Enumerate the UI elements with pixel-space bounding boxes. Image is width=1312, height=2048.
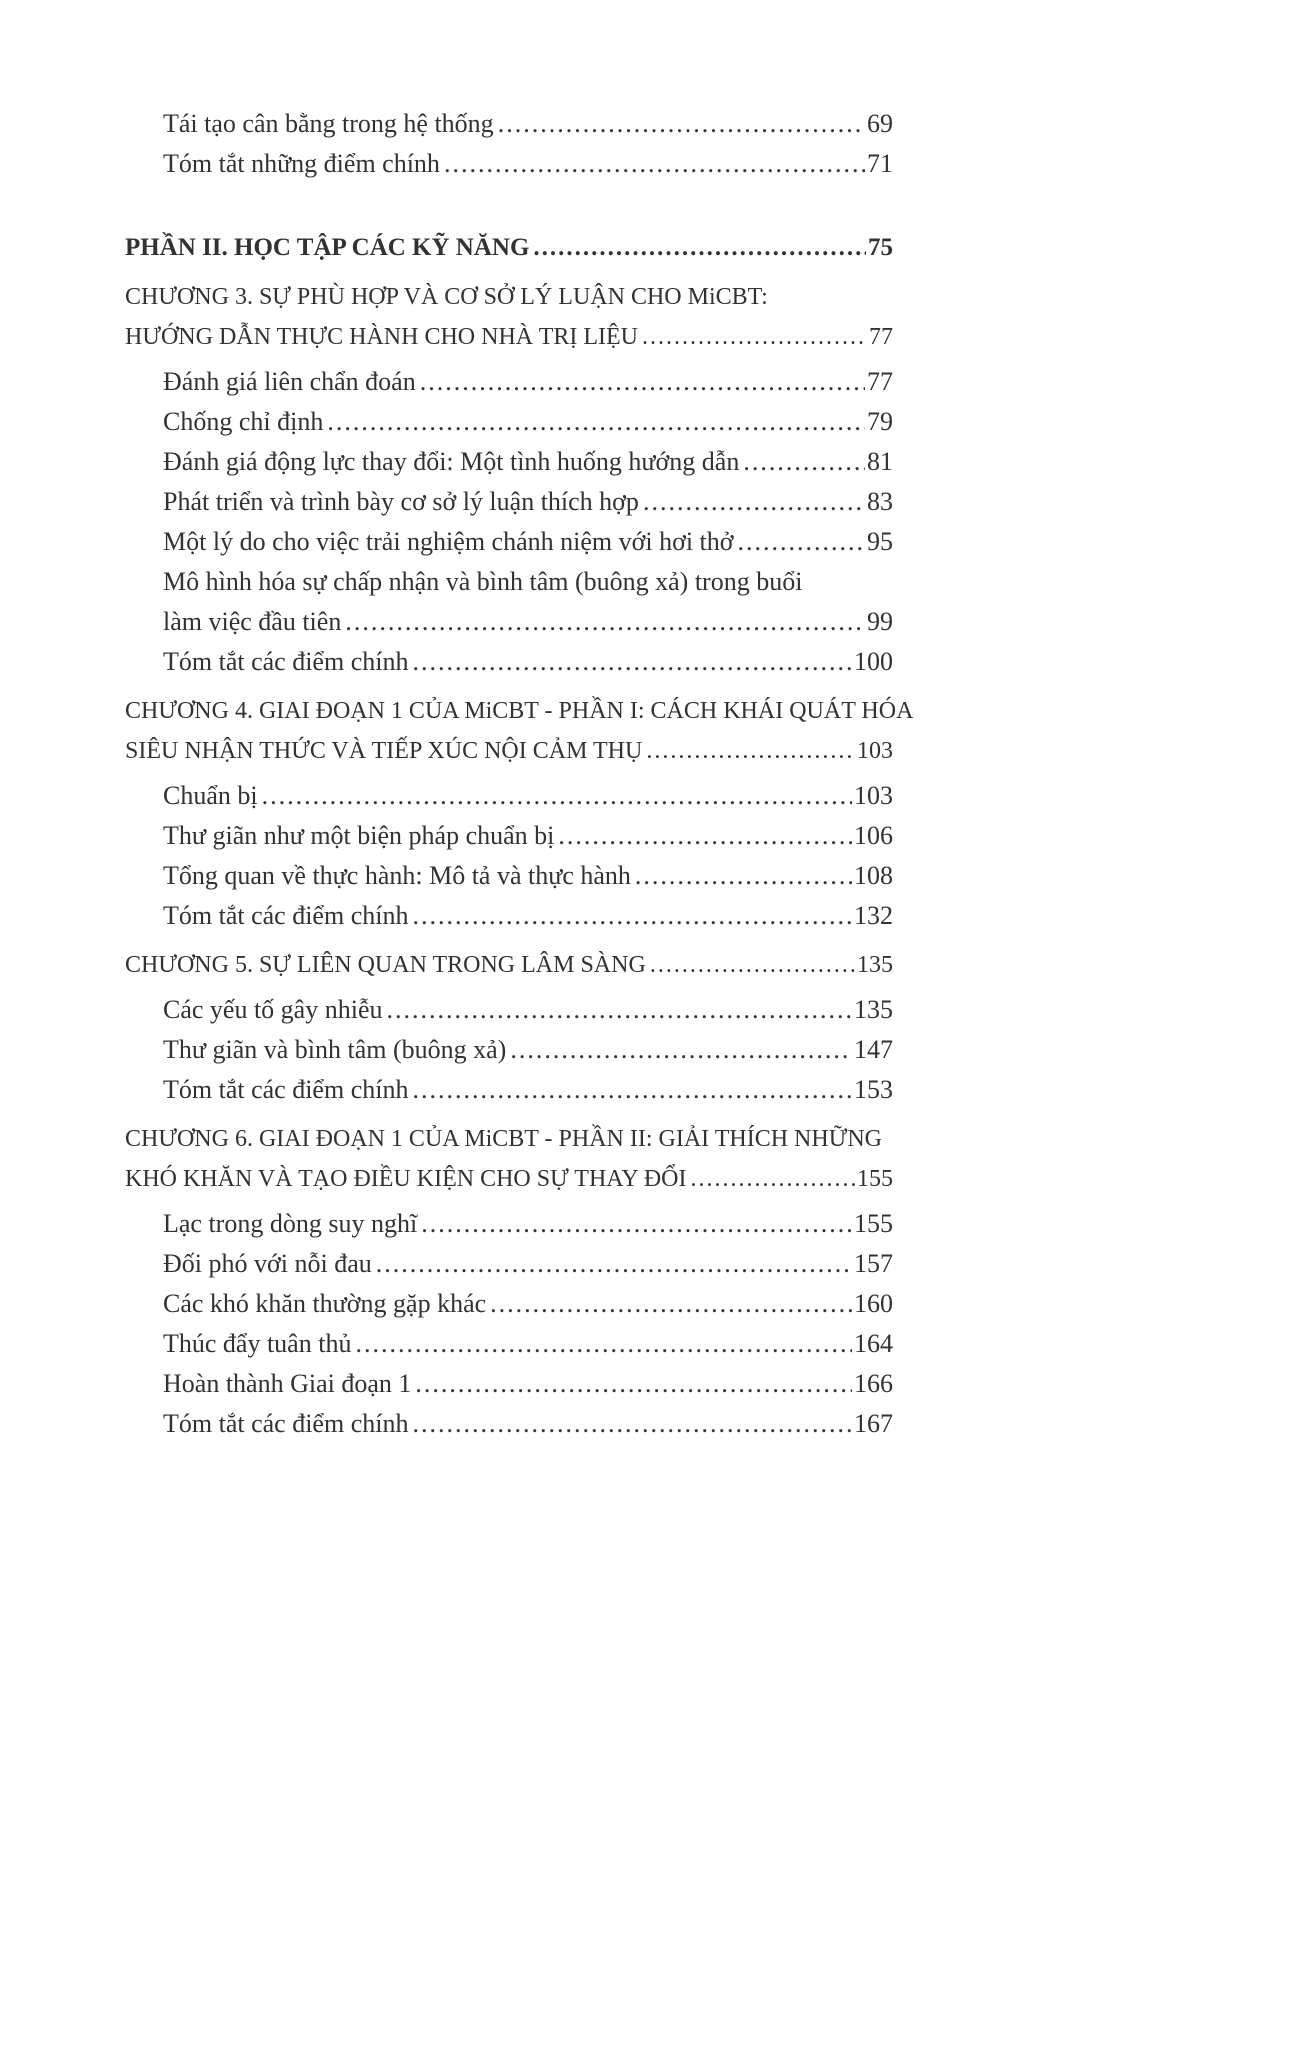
toc-entry-sub: [163, 1404, 893, 1444]
toc-entry-text: Chuẩn bị: [163, 781, 258, 810]
toc-entry-sub: [163, 1244, 893, 1284]
toc-entry-sub: [163, 1364, 893, 1404]
toc-page-number: 164: [854, 1329, 893, 1358]
toc-page-number: 167: [854, 1409, 893, 1438]
toc-page-number: 77: [867, 367, 893, 396]
toc-entry-row: [163, 1284, 893, 1324]
toc-entry-row: [163, 856, 893, 896]
dot-leader: [444, 144, 865, 184]
toc-page-number: 132: [854, 901, 893, 930]
dot-leader: [376, 1244, 852, 1284]
toc-entry-sub: [163, 856, 893, 896]
toc-entry-sub: [163, 522, 893, 562]
toc-page-number: 99: [867, 607, 893, 636]
toc-entry-text: Phát triển và trình bày cơ sở lý luận thích hợp: [163, 487, 639, 516]
toc-page-number: 75: [868, 234, 893, 261]
dot-leader: [345, 602, 865, 642]
toc-entry-sub: [163, 990, 893, 1030]
toc-entry-row: [163, 776, 893, 816]
toc-entry-text: CHƯƠNG 4. GIAI ĐOẠN 1 CỦA MiCBT - PHẦN I: CÁCH KHÁI QUÁT HÓA: [125, 698, 914, 724]
toc-entry-sub: [163, 144, 893, 184]
toc-page-number: 103: [854, 781, 893, 810]
dot-leader: [412, 1070, 852, 1110]
toc-entry-row: [125, 945, 893, 985]
toc-entry-row: [163, 816, 893, 856]
toc-page-number: 103: [857, 738, 893, 764]
toc-entry-row: [163, 362, 893, 402]
toc-entry-row: [163, 1364, 893, 1404]
toc-page-number: 135: [854, 995, 893, 1024]
toc-entry-chapter: [125, 945, 893, 985]
toc-page-number: 108: [854, 861, 893, 890]
toc-entry-row: [163, 990, 893, 1030]
dot-leader: [412, 1404, 852, 1444]
toc-entry-text: PHẦN II. HỌC TẬP CÁC KỸ NĂNG: [125, 234, 530, 261]
toc-entry-sub: [163, 562, 893, 642]
toc-entry-text: Hoàn thành Giai đoạn 1: [163, 1369, 412, 1398]
toc-entry-text: Tái tạo cân bằng trong hệ thống: [163, 109, 494, 138]
dot-leader: [650, 945, 855, 985]
toc-entry-text: Tóm tắt những điểm chính: [163, 149, 440, 178]
toc-entry-sub: [163, 1030, 893, 1070]
toc-entry-text: Mô hình hóa sự chấp nhận và bình tâm (buông xả) trong buổi: [163, 567, 803, 596]
toc-entry-row: [163, 402, 893, 442]
toc-entry-text: Tóm tắt các điểm chính: [163, 1409, 409, 1438]
dot-leader: [387, 990, 853, 1030]
toc-page-number: 69: [867, 109, 893, 138]
toc-entry-text: Tổng quan về thực hành: Mô tả và thực hành: [163, 861, 631, 890]
toc-entry-row: [125, 731, 893, 771]
toc-page-number: 81: [867, 447, 893, 476]
toc-entry-sub: [163, 362, 893, 402]
dot-leader: [738, 522, 865, 562]
dot-leader: [646, 731, 855, 771]
dot-leader: [635, 856, 852, 896]
toc-page-number: 79: [867, 407, 893, 436]
toc-page-number: 147: [854, 1035, 893, 1064]
toc-entry-text: Lạc trong dòng suy nghĩ: [163, 1209, 418, 1238]
toc-page-number: 135: [857, 952, 893, 978]
toc-entry-sub: [163, 482, 893, 522]
toc-entry-text: Đánh giá liên chẩn đoán: [163, 367, 416, 396]
dot-leader: [642, 317, 867, 357]
toc-entry-sub: [163, 442, 893, 482]
toc-entry-text: CHƯƠNG 6. GIAI ĐOẠN 1 CỦA MiCBT - PHẦN II: GIẢI THÍCH NHỮNG: [125, 1126, 883, 1152]
toc-entry-part: [125, 228, 893, 268]
toc-entry-row: [163, 1070, 893, 1110]
toc-page-number: 95: [867, 527, 893, 556]
dot-leader: [691, 1159, 855, 1199]
toc-entry-row: [163, 144, 893, 184]
toc-entry-text: KHÓ KHĂN VÀ TẠO ĐIỀU KIỆN CHO SỰ THAY ĐỔI: [125, 1166, 687, 1192]
toc-entry-text: Tóm tắt các điểm chính: [163, 647, 409, 676]
toc-entry-text: Tóm tắt các điểm chính: [163, 1075, 409, 1104]
toc-entry-row: [163, 1404, 893, 1444]
toc-entry-chapter: [125, 277, 893, 357]
dot-leader: [262, 776, 852, 816]
toc-entry-text: Các yếu tố gây nhiễu: [163, 995, 383, 1024]
toc-entry-text: Thư giãn và bình tâm (buông xả): [163, 1035, 507, 1064]
toc-entry-text: Thư giãn như một biện pháp chuẩn bị: [163, 821, 555, 850]
toc-page-number: 106: [854, 821, 893, 850]
toc-entry-sub: [163, 1324, 893, 1364]
toc-list: [125, 0, 914, 1444]
toc-entry-sub: [163, 402, 893, 442]
toc-page-number: 157: [854, 1249, 893, 1278]
toc-entry-sub: [163, 642, 893, 682]
toc-page-number: 71: [867, 149, 893, 178]
dot-leader: [415, 1364, 852, 1404]
dot-leader: [421, 1204, 852, 1244]
dot-leader: [412, 896, 852, 936]
toc-entry-chapter: [125, 1119, 893, 1199]
toc-page-number: 166: [854, 1369, 893, 1398]
toc-entry-text: SIÊU NHẬN THỨC VÀ TIẾP XÚC NỘI CẢM THỤ: [125, 738, 643, 764]
dot-leader: [643, 482, 865, 522]
toc-page-number: 153: [854, 1075, 893, 1104]
toc-entry-row: [163, 642, 893, 682]
toc-page-number: 155: [854, 1209, 893, 1238]
toc-entry-sub: [163, 896, 893, 936]
dot-leader: [412, 642, 852, 682]
toc-entry-text: Thúc đẩy tuân thủ: [163, 1329, 352, 1358]
toc-page-number: 160: [854, 1289, 893, 1318]
toc-entry-row: [163, 896, 893, 936]
toc-page-number: 77: [869, 324, 893, 350]
dot-leader: [355, 1324, 852, 1364]
toc-entry-row: [125, 317, 893, 357]
toc-page-number: 100: [854, 647, 893, 676]
toc-entry-row: [163, 522, 893, 562]
dot-leader: [533, 228, 866, 268]
toc-entry-row: [163, 1324, 893, 1364]
toc-entry-row: [163, 104, 893, 144]
toc-entry-sub: [163, 776, 893, 816]
toc-page-number: 155: [857, 1166, 893, 1192]
toc-entry-sub: [163, 1284, 893, 1324]
toc-entry-text: Một lý do cho việc trải nghiệm chánh niệm với hơi thở: [163, 527, 734, 556]
dot-leader: [498, 104, 865, 144]
toc-entry-sub: [163, 816, 893, 856]
toc-entry-row: [163, 602, 893, 642]
dot-leader: [327, 402, 865, 442]
toc-entry-text: CHƯƠNG 5. SỰ LIÊN QUAN TRONG LÂM SÀNG: [125, 952, 646, 978]
toc-entry-row: [163, 482, 893, 522]
toc-entry-text: Đánh giá động lực thay đổi: Một tình huống hướng dẫn: [163, 447, 740, 476]
toc-entry-row: [125, 1159, 893, 1199]
toc-entry-text: CHƯƠNG 3. SỰ PHÙ HỢP VÀ CƠ SỞ LÝ LUẬN CHO MiCBT:: [125, 284, 768, 310]
toc-entry-text: Tóm tắt các điểm chính: [163, 901, 409, 930]
toc-entry-row: [163, 1204, 893, 1244]
dot-leader: [420, 362, 865, 402]
toc-entry-text: Các khó khăn thường gặp khác: [163, 1289, 487, 1318]
toc-page-number: 83: [867, 487, 893, 516]
toc-entry-text: HƯỚNG DẪN THỰC HÀNH CHO NHÀ TRỊ LIỆU: [125, 324, 638, 350]
dot-leader: [510, 1030, 852, 1070]
toc-entry-sub: [163, 1204, 893, 1244]
toc-entry-row: [163, 442, 893, 482]
toc-entry-text: làm việc đầu tiên: [163, 607, 342, 636]
toc-entry-chapter: [125, 691, 914, 771]
dot-leader: [490, 1284, 852, 1324]
toc-entry-row: [163, 1030, 893, 1070]
toc-entry-text: Đối phó với nỗi đau: [163, 1249, 372, 1278]
dot-leader: [558, 816, 852, 856]
dot-leader: [743, 442, 865, 482]
toc-entry-row: [125, 228, 893, 268]
toc-entry-text: Chống chỉ định: [163, 407, 324, 436]
toc-entry-row: [163, 1244, 893, 1284]
toc-entry-sub: [163, 1070, 893, 1110]
toc-entry-sub: [163, 104, 893, 144]
